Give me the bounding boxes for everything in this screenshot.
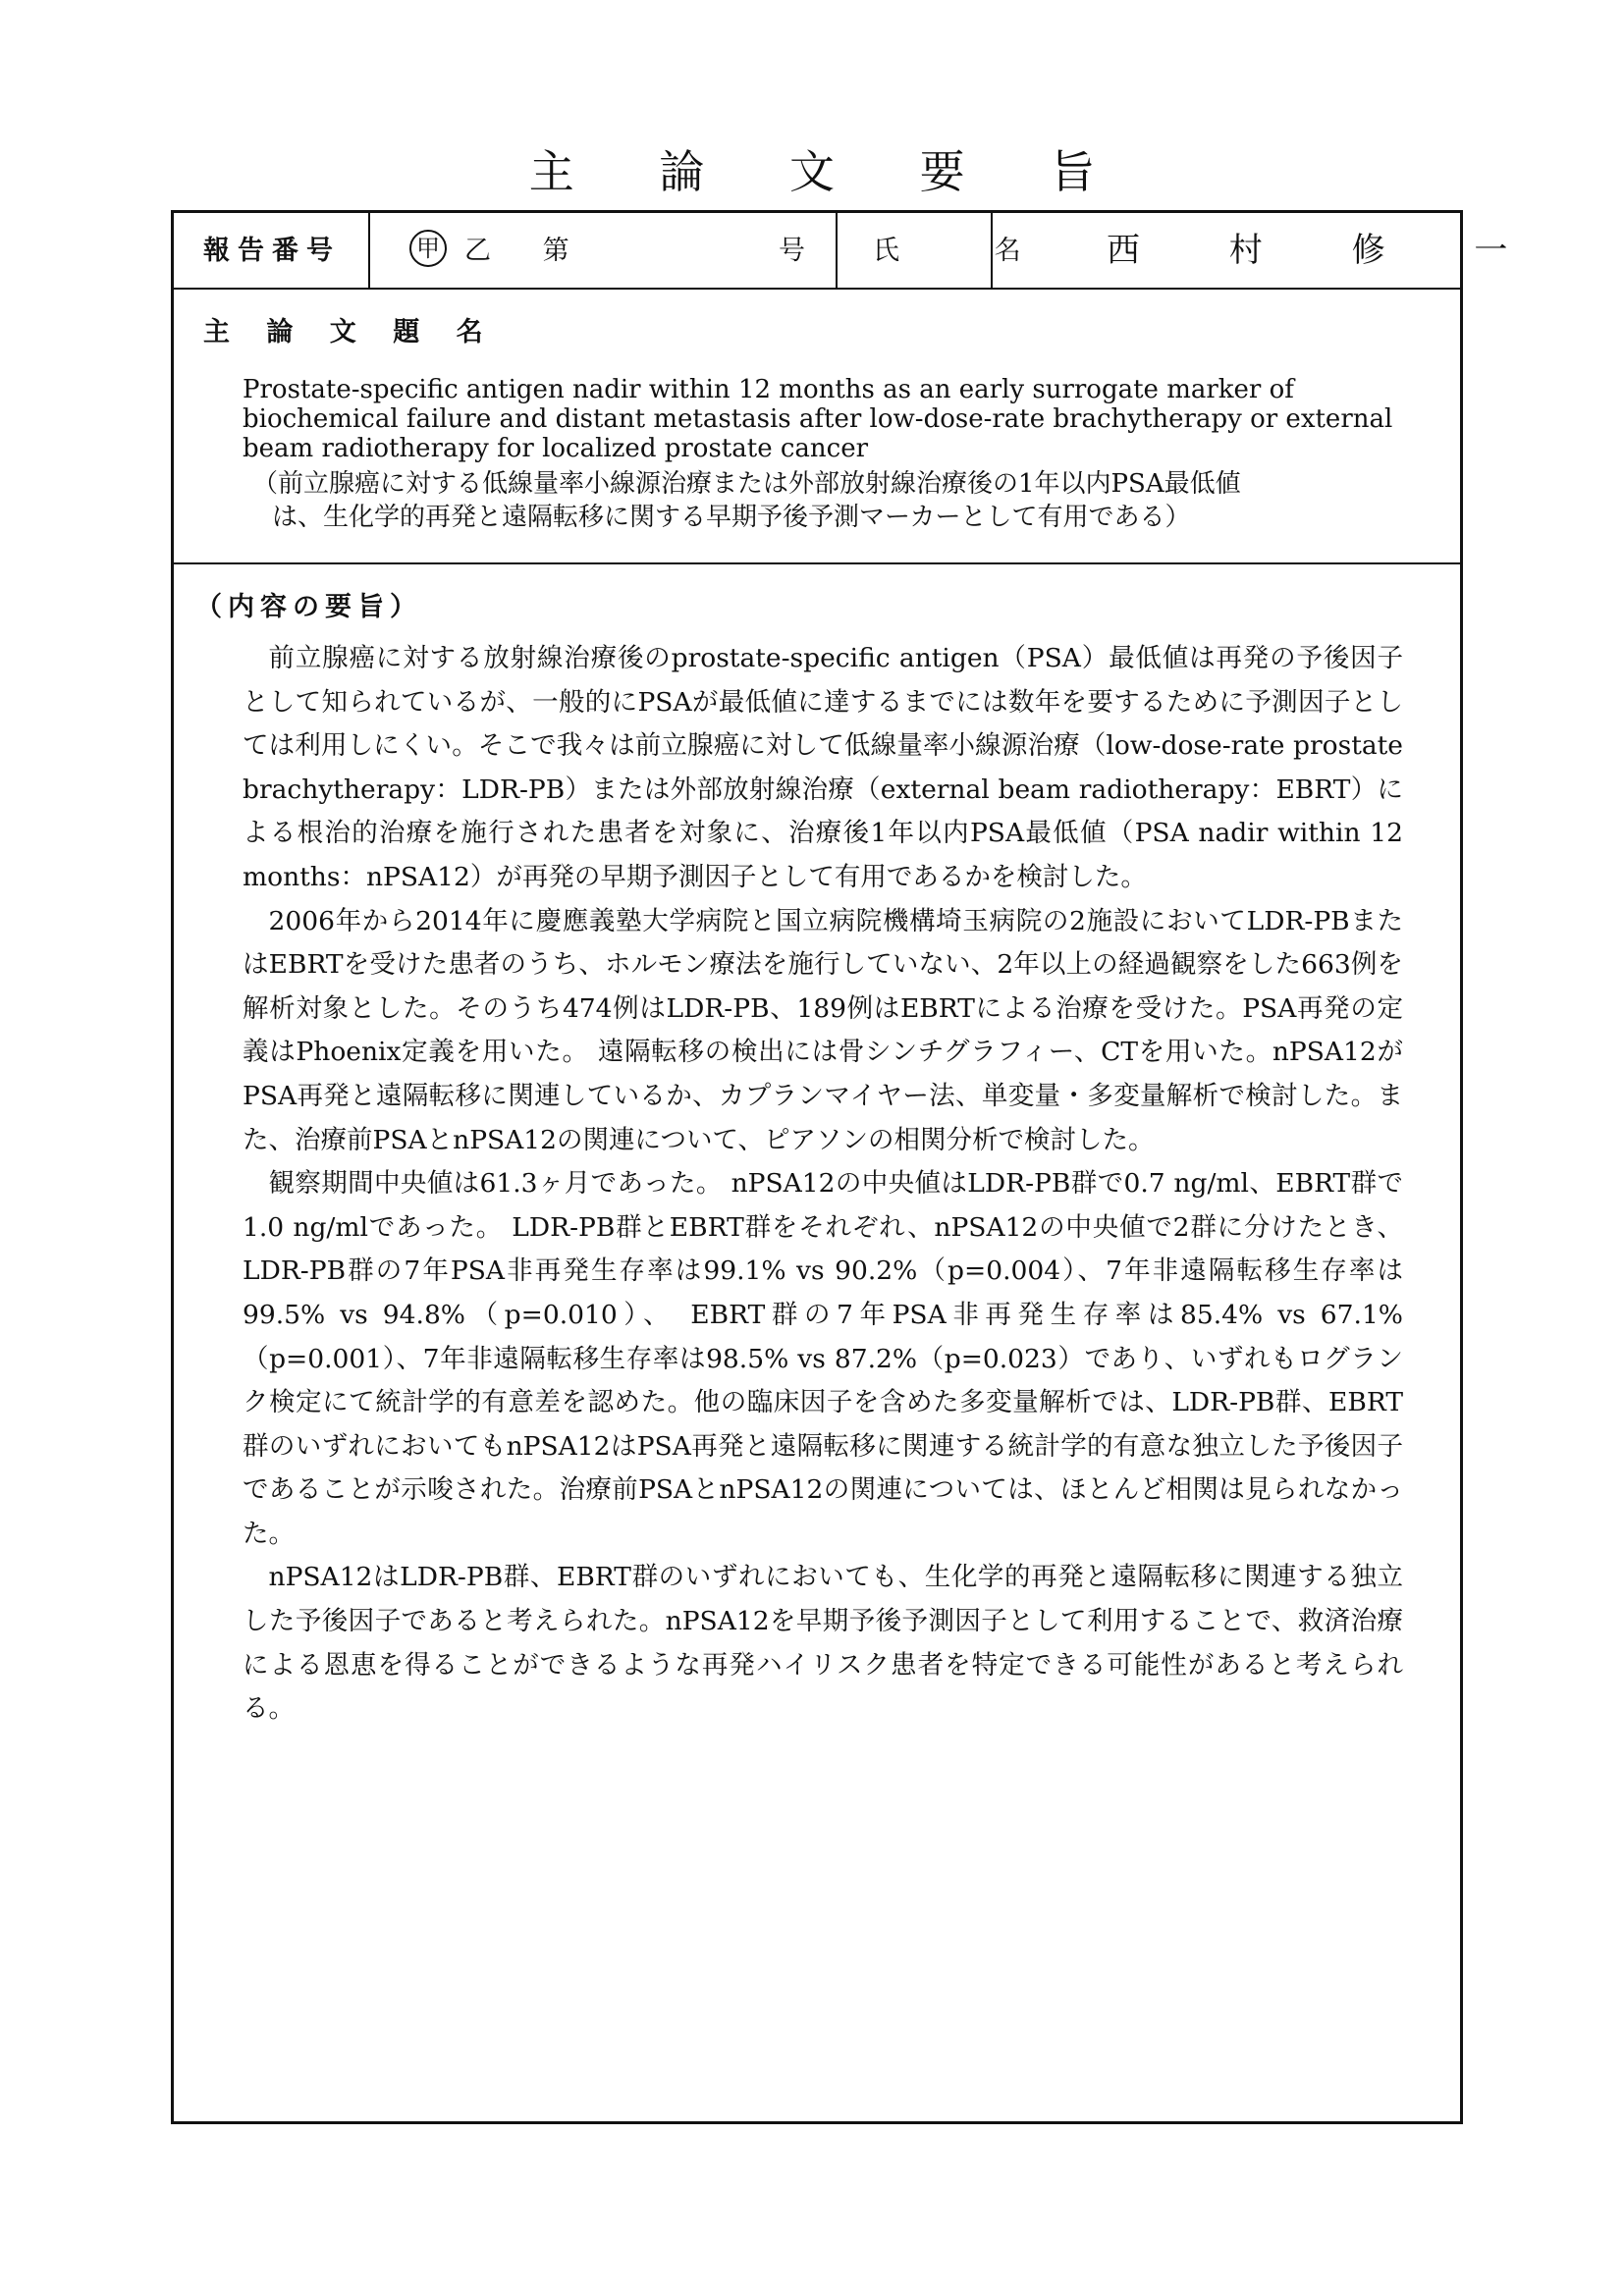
column-divider [836,213,838,288]
thesis-title-english: Prostate-specific antigen nadir within 12 months as an early surrogate marker of biochemical failure and distant metastasis after low-dose-rate brachytherapy or external beam radiotherapy for localized prostate cancer [243,375,1393,463]
thesis-title-label: 主 論 文 題 名 [203,317,497,347]
thesis-title-japanese-line-2: は、生化学的再発と遠隔転移に関する早期予後予測マーカーとして有用である） [272,503,1191,532]
gou-label: 号 [779,236,805,266]
column-divider [991,213,993,288]
content-summary-label: （内容の要旨） [195,592,422,622]
author-name: 西 村 修 一 [1107,231,1547,270]
circled-kou-mark: 甲 [409,230,447,267]
summary-paragraph: 観察期間中央値は61.3ヶ月であった。 nPSA12の中央値はLDR-PB群で0.7 ng/ml、EBRT群で1.0 ng/mlであった。 LDR-PB群とEBRT群をそれぞれ、nPSA12の中央値で2群に分けたとき、LDR-PB群の7年PSA非再発生存率は99.1% vs 90.2%（p=0.004）、7年非遠隔転移生存率は99.5% vs 94.8%（p=0.010）、 EBRT群の7年PSA非再発生存率は85.4% vs 67.1%（p=0.001）、7年非遠隔転移生存率は98.5% vs 87.2%（p=0.023）であり、いずれもログランク検定にて統計学的有意差を認めた。他の臨床因子を含めた多変量解析では、LDR-PB群、EBRT群のいずれにおいてもnPSA12はPSA再発と遠隔転移に関連する統計学的有意な独立した予後因子であることが示唆された。治療前PSAとnPSA12の関連については、ほとんど相関は見られなかった。 [243,1168,1403,1549]
summary-paragraph: 2006年から2014年に慶應義塾大学病院と国立病院機構埼玉病院の2施設においてLDR-PBまたはEBRTを受けた患者のうち、ホルモン療法を施行していない、2年以上の経過観察をした663例を解析対象とした。そのうち474例はLDR-PB、189例はEBRTによる治療を受けた。PSA再発の定義はPhoenix定義を用いた。 遠隔転移の検出には骨シンチグラフィー、CTを用いた。nPSA12がPSA再発と遠隔転移に関連しているか、カプランマイヤー法、単変量・多変量解析で検討した。また、治療前PSAとnPSA12の関連について、ピアソンの相関分析で検討した。 [243,905,1403,1155]
report-number-label: 報告番号 [203,236,341,266]
summary-paragraph: nPSA12はLDR-PB群、EBRT群のいずれにおいても、生化学的再発と遠隔転移に関連する独立した予後因子であると考えられた。nPSA12を早期予後予測因子として利用することで、救済治療による恩恵を得ることができるような再発ハイリスク患者を特定できる可能性があると考えられる。 [243,1562,1403,1725]
content-summary-body [243,637,1403,1732]
abstract-form-frame [171,210,1547,2124]
row-divider [174,288,1460,290]
summary-paragraph: 前立腺癌に対する放射線治療後のprostate-specific antigen（PSA）最低値は再発の予後因子として知られているが、一般的にPSAが最低値に達するまでには数年を要するために予測因子としては利用しにくい。そこで我々は前立腺癌に対して低線量率小線源治療（low-dose-rate prostate brachytherapy：LDR-PB）または外部放射線治療（external beam radiotherapy：EBRT）による根治的治療を施行された患者を対象に、治療後1年以内PSA最低値（PSA nadir within 12 months：nPSA12）が再発の早期予測因子として有用であるかを検討した。 [243,643,1403,892]
column-divider [368,213,370,288]
otsu-dai-label: 乙 第 [464,236,591,266]
page-title: 主 論 文 要 旨 [528,145,1131,198]
thesis-title-block [243,375,1401,534]
row-divider [174,562,1460,564]
thesis-title-japanese-line-1: （前立腺癌に対する低線量率小線源治療または外部放射線治療後の1年以内PSA最低値 [252,469,1241,499]
name-label: 氏 名 [873,236,1064,266]
